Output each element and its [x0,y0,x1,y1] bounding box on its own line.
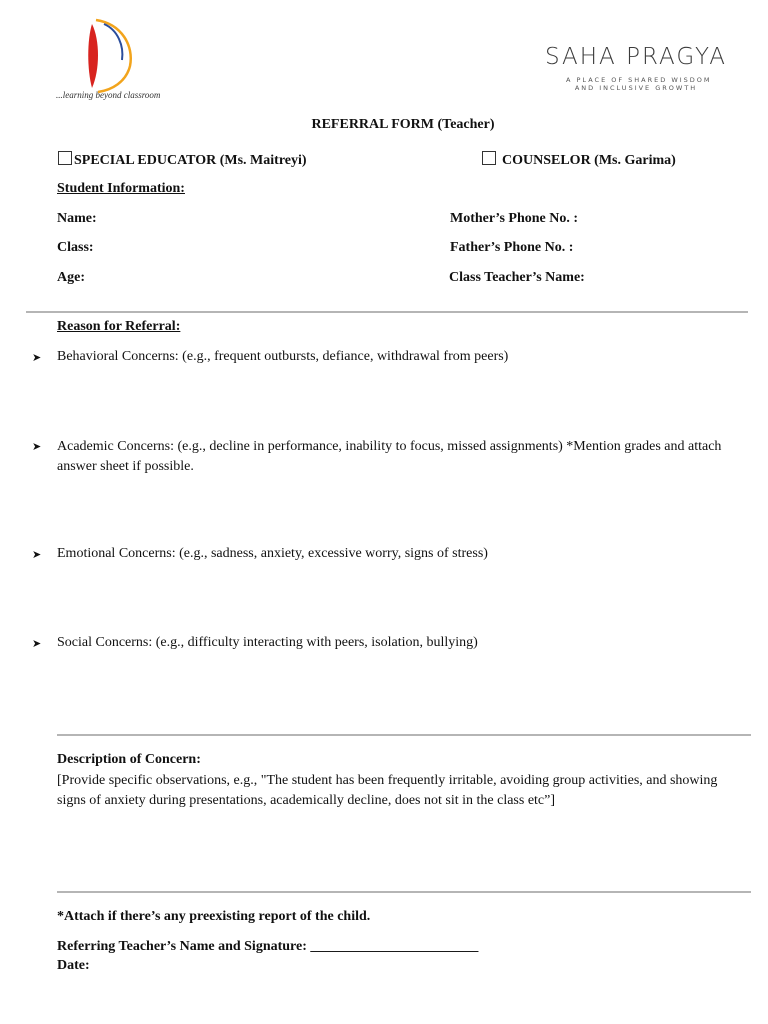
counselor-label: COUNSELOR (Ms. Garima) [502,153,676,168]
mother-phone-label: Mother’s Phone No. : [450,211,579,226]
counselor-checkbox[interactable] [482,151,496,165]
special-educator-checkbox[interactable] [58,151,72,165]
section-divider [57,734,751,736]
arrow-bullet-icon: ➤ [32,352,42,364]
reason-heading: Reason for Referral: [57,319,181,334]
description-heading: Description of Concern: [57,752,201,767]
concern-behavioral: Behavioral Concerns: (e.g., frequent outbursts, defiance, withdrawal from peers) [57,349,509,364]
arrow-bullet-icon: ➤ [32,549,42,561]
concern-academic: Academic Concerns: (e.g., decline in performance, inability to focus, missed assignments) *Mention grades and attach answer sheet if possible. [57,439,722,474]
section-divider [26,311,748,313]
school-logo [52,10,167,105]
student-info-heading: Student Information: [57,181,185,196]
brand-name: SAHA PRAGYA [545,44,728,70]
brand-subtitle-line1: A PLACE OF SHARED WISDOM [566,76,712,84]
concern-emotional: Emotional Concerns: (e.g., sadness, anxiety, excessive worry, signs of stress) [57,546,488,561]
brand-subtitle-line2: AND INCLUSIVE GROWTH [574,84,698,92]
arrow-bullet-icon: ➤ [32,441,42,453]
special-educator-label: SPECIAL EDUCATOR (Ms. Maitreyi) [74,153,307,168]
class-teacher-label: Class Teacher’s Name: [449,270,585,285]
saha-pragya-logo [540,38,740,98]
option-counselor[interactable] [482,151,676,169]
concern-social: Social Concerns: (e.g., difficulty interacting with peers, isolation, bullying) [57,635,478,650]
form-title: REFERRAL FORM (Teacher) [311,117,495,132]
option-special-educator[interactable] [58,151,307,169]
father-phone-label: Father’s Phone No. : [450,240,574,255]
attach-note: *Attach if there’s any preexisting report of the child. [57,909,371,924]
section-divider [57,891,751,893]
date-field[interactable]: Date: [57,958,90,973]
signature-field[interactable]: Referring Teacher’s Name and Signature: ________________________ [57,939,479,954]
description-text: [Provide specific observations, e.g., "The student has been frequently irritable, avoiding group activities, and showing signs of anxiety during presentations, academically decline, does not sit in the class etc”] [57,773,718,808]
school-tagline: ...learning beyond classroom [56,90,161,100]
age-label: Age: [57,270,85,285]
arrow-bullet-icon: ➤ [32,638,42,650]
class-label: Class: [57,240,94,255]
name-label: Name: [57,211,97,226]
